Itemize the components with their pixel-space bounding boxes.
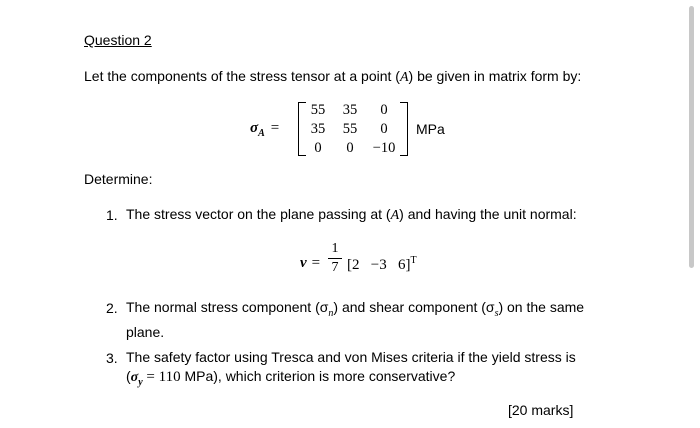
fraction-numerator: 1 bbox=[331, 241, 339, 256]
matrix-cell: 55 bbox=[310, 102, 326, 118]
item2-line2: plane. bbox=[126, 323, 165, 340]
question-title: Question 2 bbox=[84, 32, 152, 48]
nu-equals: = bbox=[311, 255, 321, 271]
item3-sub-y: y bbox=[138, 376, 143, 388]
intro-text bbox=[84, 68, 581, 86]
intro-point: A bbox=[399, 70, 409, 85]
matrix-cell: −10 bbox=[372, 140, 396, 156]
matrix-cell: 0 bbox=[380, 121, 388, 137]
item1-before: The stress vector on the plane passing at ( bbox=[126, 206, 391, 222]
determine-label: Determine: bbox=[84, 171, 153, 187]
item1-after: ) and having the unit normal: bbox=[399, 206, 577, 222]
marks-label: [20 marks] bbox=[508, 402, 574, 418]
vector-components: [2 −3 6] bbox=[347, 257, 411, 273]
matrix-lhs bbox=[250, 120, 279, 139]
item3-line2 bbox=[126, 367, 626, 392]
item2-sub-n: n bbox=[328, 307, 334, 319]
fraction-denominator: 7 bbox=[331, 260, 339, 275]
matrix-equals: = bbox=[270, 120, 280, 136]
unit-normal-vector bbox=[347, 255, 417, 274]
item3-sigma: σ bbox=[130, 370, 139, 385]
sigma-symbol: σ bbox=[250, 120, 259, 136]
item-text bbox=[126, 348, 626, 392]
item2-sub-s: s bbox=[494, 307, 499, 319]
matrix-unit: MPa bbox=[416, 121, 445, 137]
scrollbar-thumb[interactable] bbox=[689, 6, 694, 268]
item2-line1 bbox=[126, 298, 626, 323]
matrix-cell: 35 bbox=[342, 102, 358, 118]
matrix-cell: 0 bbox=[346, 140, 354, 156]
fraction-bar bbox=[328, 258, 342, 259]
item3-rest: MPa), which criterion is more conservative? bbox=[180, 368, 456, 384]
item-text bbox=[126, 298, 626, 342]
matrix-cell: 35 bbox=[310, 121, 326, 137]
matrix-cell: 55 bbox=[342, 121, 358, 137]
item2-part: ) on the same bbox=[498, 299, 585, 315]
intro-before: Let the components of the stress tensor at a point ( bbox=[84, 68, 400, 84]
item3-line1: The safety factor using Tresca and von Mises criteria if the yield stress is bbox=[126, 349, 576, 365]
sigma-subscript: A bbox=[258, 128, 265, 139]
item-number: 3. bbox=[106, 350, 118, 366]
item-number: 1. bbox=[106, 207, 118, 223]
item3-value: = 110 bbox=[142, 369, 181, 385]
matrix-cell: 0 bbox=[380, 102, 388, 118]
item2-part: ) and shear component (σ bbox=[333, 299, 495, 315]
item3-open: ( bbox=[126, 368, 131, 384]
nu-symbol: ν bbox=[300, 255, 307, 271]
intro-after: ) be given in matrix form by: bbox=[408, 68, 582, 84]
matrix-cell: 0 bbox=[314, 140, 322, 156]
item-text bbox=[126, 205, 577, 225]
item2-part: The normal stress component (σ bbox=[126, 299, 329, 315]
unit-normal-lhs bbox=[300, 255, 320, 272]
item-number: 2. bbox=[106, 300, 118, 316]
item1-point: A bbox=[390, 208, 400, 223]
transpose-mark: T bbox=[410, 255, 417, 266]
unit-normal-fraction bbox=[328, 241, 342, 276]
